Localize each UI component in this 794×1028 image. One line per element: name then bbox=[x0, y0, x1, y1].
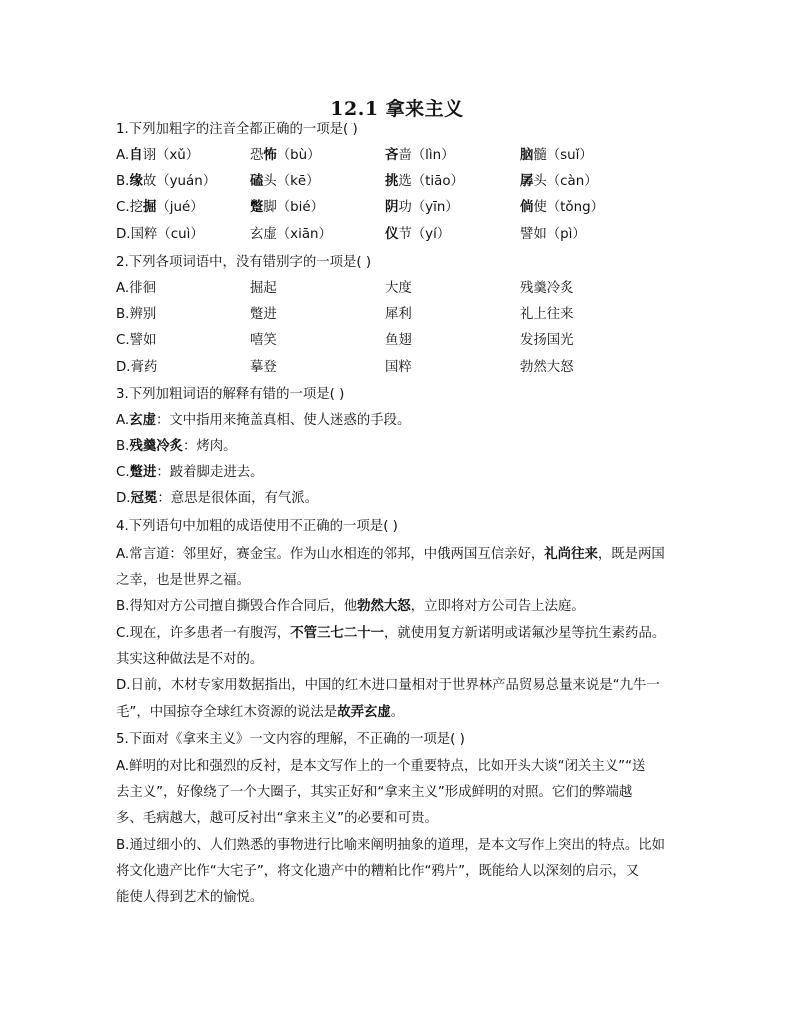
q4-option-d-line-1: D.日前，木材专家用数据指出，中国的红木进口量相对于世界林产品贸易总量来说是“九牛一 bbox=[116, 678, 660, 693]
q2-c-item-3: 鱼翅 bbox=[385, 333, 412, 348]
q1-c-item-1: C.挖掘（jué） bbox=[116, 200, 204, 215]
q5-option-a-line-1: A.鲜明的对比和强烈的反衬，是本文写作上的一个重要特点，比如开头大谈“闭关主义”“送 bbox=[116, 759, 646, 774]
q5-option-b-line-1: B.通过细小的、人们熟悉的事物进行比喻来阐明抽象的道理，是本文写作上突出的特点。比如 bbox=[116, 838, 666, 853]
q3-option-b: B.残羹冷炙：烤肉。 bbox=[116, 439, 237, 454]
q2-option-row-a bbox=[116, 280, 716, 298]
q2-b-item-4: 礼上往来 bbox=[520, 307, 574, 322]
q1-option-row-d bbox=[116, 226, 716, 244]
q4-option-c-line-2: 其实这种做法是不对的。 bbox=[116, 652, 264, 667]
q1-d-item-1: D.国粹（cuì） bbox=[116, 227, 204, 242]
q1-a-item-3: 吝啬（lìn） bbox=[385, 148, 455, 163]
q5-option-b-line-3: 能使人得到艺术的愉悦。 bbox=[116, 890, 264, 905]
q2-a-item-4: 残羹冷炙 bbox=[520, 281, 574, 296]
question-5-stem: 5.下面对《拿来主义》一文内容的理解，不正确的一项是( ) bbox=[116, 732, 465, 747]
question-4-stem: 4.下列语句中加粗的成语使用不正确的一项是( ) bbox=[116, 519, 398, 534]
q5-option-b-line-2: 将文化遗产比作“大宅子”，将文化遗产中的糟粕比作“鸦片”，既能给人以深刻的启示，又 bbox=[116, 864, 640, 879]
q2-option-row-d bbox=[116, 359, 716, 377]
q1-c-item-2: 蹩脚（bié） bbox=[250, 200, 325, 215]
q1-b-item-4: 孱头（càn） bbox=[520, 174, 598, 189]
q3-option-d: D.冠冕：意思是很体面，有气派。 bbox=[116, 491, 319, 506]
q5-option-a-line-2: 去主义”，好像绕了一个大圈子，其实正好和“拿来主义”形成鲜明的对照。它们的弊端越 bbox=[116, 785, 633, 800]
q1-c-item-4: 倘使（tǒng） bbox=[520, 200, 604, 215]
q2-d-item-4: 勃然大怒 bbox=[520, 360, 574, 375]
question-2-stem: 2.下列各项词语中，没有错别字的一项是( ) bbox=[116, 255, 372, 270]
q2-b-item-1: B.辨别 bbox=[116, 307, 157, 322]
q1-d-item-3: 仪节（yí） bbox=[385, 227, 451, 242]
q2-c-item-4: 发扬国光 bbox=[520, 333, 574, 348]
q2-b-item-3: 犀利 bbox=[385, 307, 412, 322]
q5-option-a-line-3: 多、毛病越大，越可反衬出“拿来主义”的必要和可贵。 bbox=[116, 811, 438, 826]
q1-b-item-2: 磕头（kē） bbox=[250, 174, 320, 189]
q1-b-item-3: 挑选（tiāo） bbox=[385, 174, 464, 189]
q1-a-item-2: 恐怖（bù） bbox=[250, 148, 321, 163]
q2-option-row-c bbox=[116, 332, 716, 350]
q2-a-item-3: 大度 bbox=[385, 281, 412, 296]
q2-d-item-1: D.膏药 bbox=[116, 360, 158, 375]
q2-option-row-b bbox=[116, 306, 716, 324]
q1-a-item-4: 脑髓（suǐ） bbox=[520, 148, 593, 163]
page-title: 12.1 拿来主义 bbox=[330, 98, 464, 120]
question-3-stem: 3.下列加粗词语的解释有错的一项是( ) bbox=[116, 387, 345, 402]
q2-a-item-1: A.徘徊 bbox=[116, 281, 156, 296]
q1-option-row-c bbox=[116, 199, 716, 217]
q2-d-item-2: 摹登 bbox=[250, 360, 277, 375]
q1-c-item-3: 阴功（yīn） bbox=[385, 200, 459, 215]
q4-option-a-line-1: A.常言道：邻里好，赛金宝。作为山水相连的邻邦，中俄两国互信亲好，礼尚往来，既是两国 bbox=[116, 547, 665, 562]
question-1-stem: 1.下列加粗字的注音全都正确的一项是( ) bbox=[116, 122, 358, 137]
q2-b-item-2: 蹩进 bbox=[250, 307, 277, 322]
q1-option-row-b bbox=[116, 173, 716, 191]
q2-d-item-3: 国粹 bbox=[385, 360, 412, 375]
q1-a-item-1: A.自诩（xǔ） bbox=[116, 148, 200, 163]
q2-c-item-1: C.譬如 bbox=[116, 333, 157, 348]
q4-option-d-line-2: 毛”，中国掠夺全球红木资源的说法是故弄玄虚。 bbox=[116, 705, 405, 720]
q3-option-a: A.玄虚：文中指用来掩盖真相、使人迷惑的手段。 bbox=[116, 413, 411, 428]
q4-option-c-line-1: C.现在，许多患者一有腹泻，不管三七二十一，就使用复方新诺明或诺氟沙星等抗生素药品。 bbox=[116, 626, 666, 641]
q1-d-item-4: 譬如（pì） bbox=[520, 227, 586, 242]
q4-option-a-line-2: 之幸，也是世界之福。 bbox=[116, 573, 250, 588]
q2-c-item-2: 嘻笑 bbox=[250, 333, 277, 348]
q4-option-b: B.得知对方公司擅自撕毁合作合同后，他勃然大怒，立即将对方公司告上法庭。 bbox=[116, 599, 585, 614]
q1-b-item-1: B.缘故（yuán） bbox=[116, 174, 217, 189]
q2-a-item-2: 掘起 bbox=[250, 281, 277, 296]
q1-d-item-2: 玄虚（xiān） bbox=[250, 227, 332, 242]
q3-option-c: C.蹩进：跛着脚走进去。 bbox=[116, 465, 264, 480]
q1-option-row-a bbox=[116, 147, 716, 165]
